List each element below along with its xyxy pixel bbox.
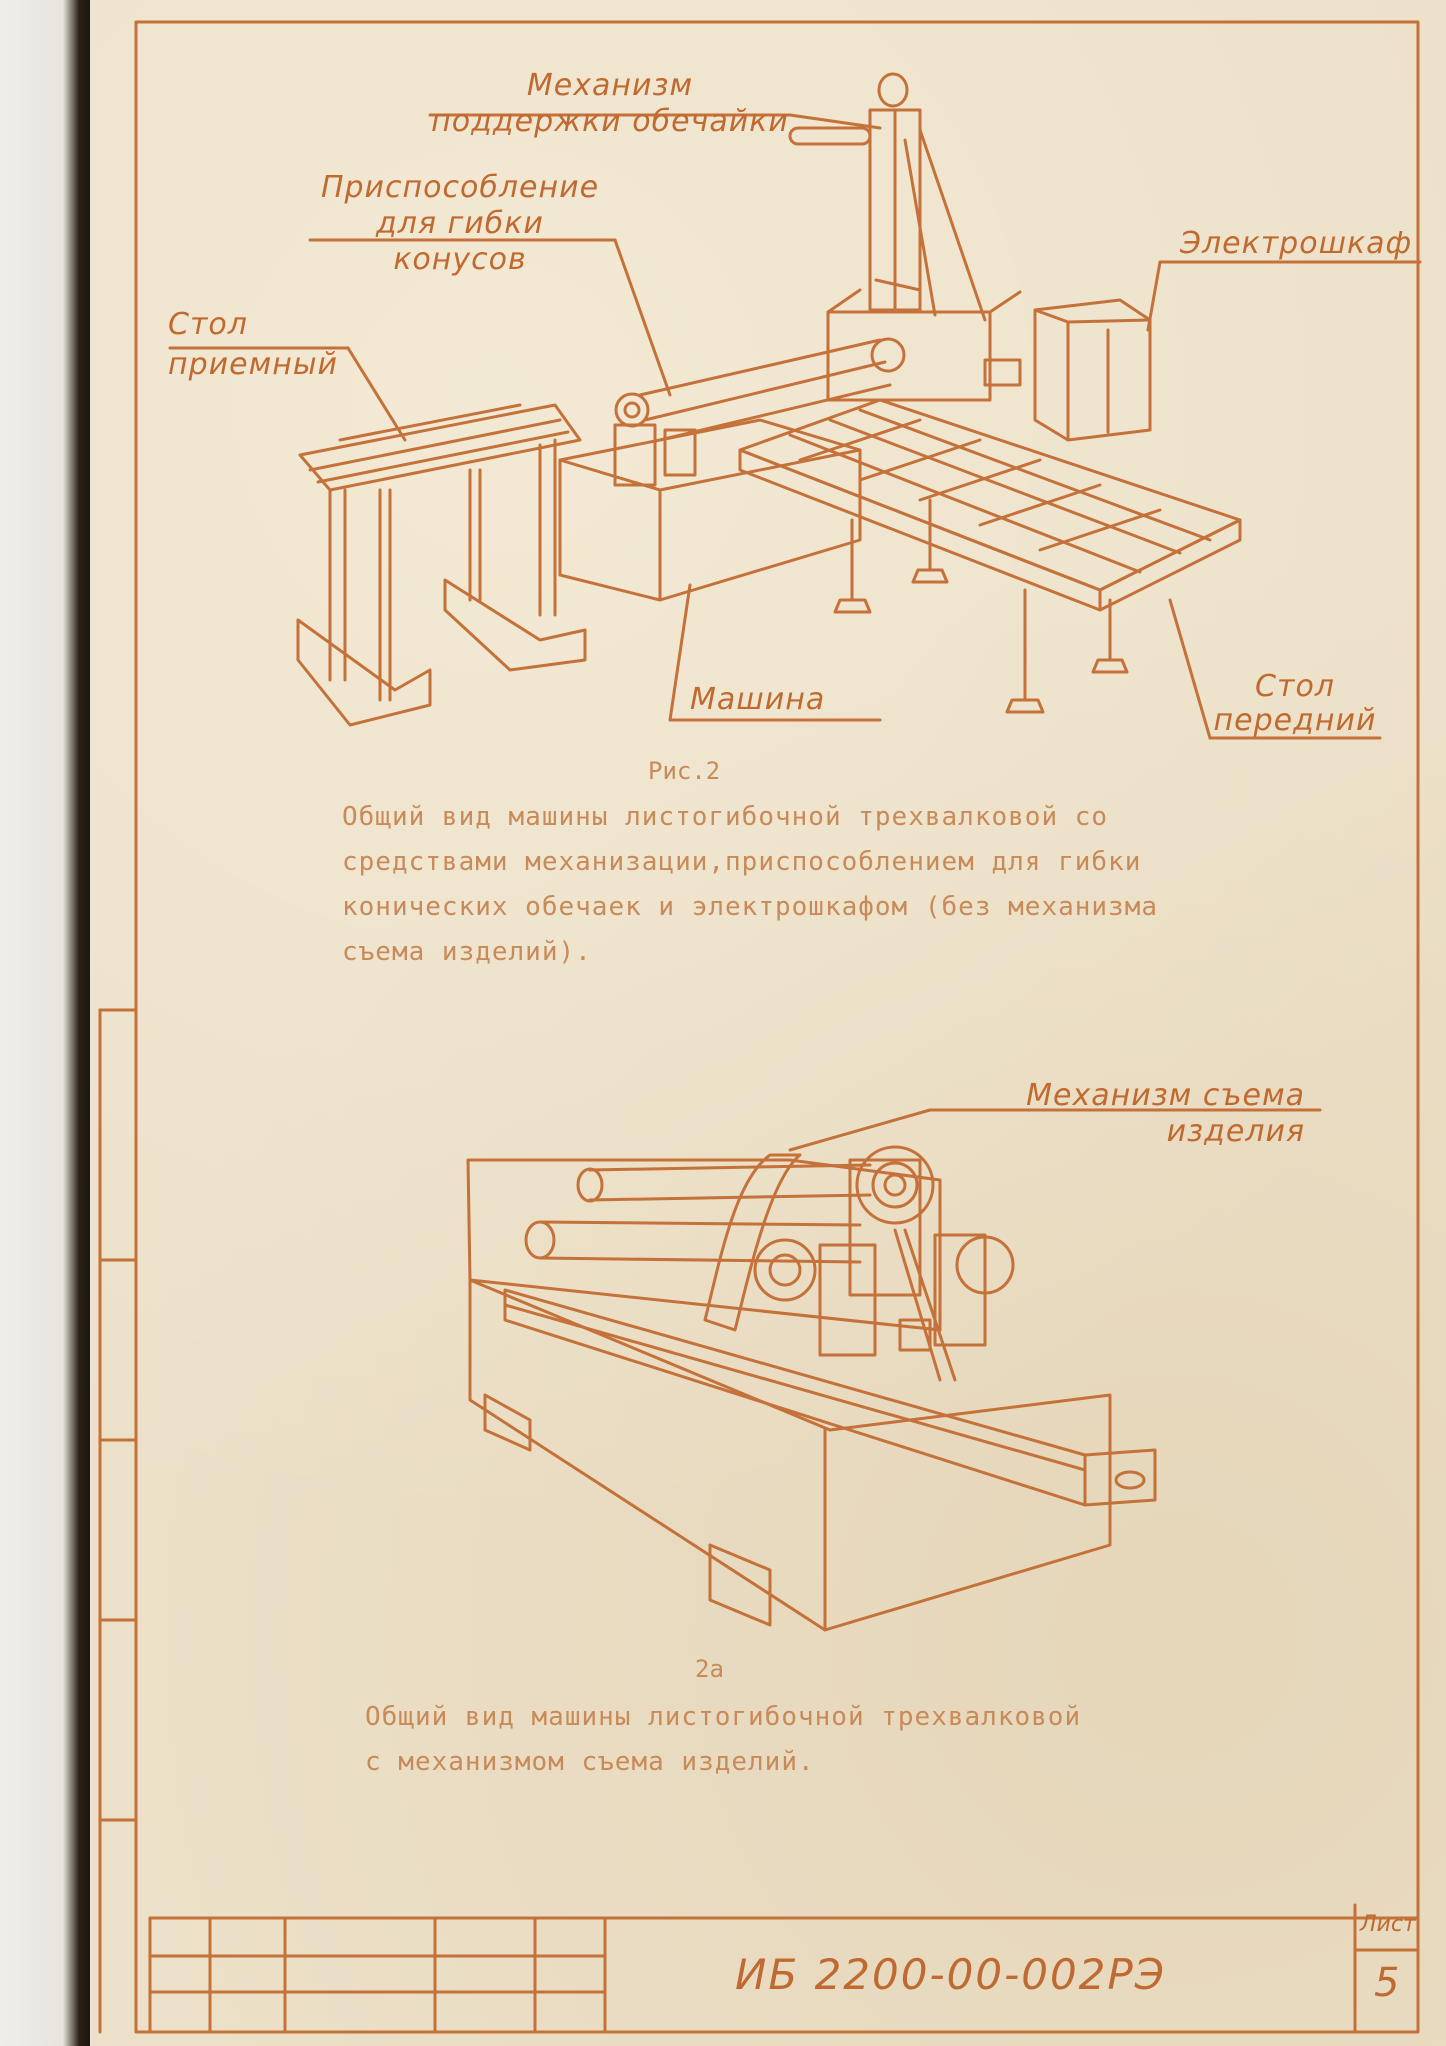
figure1-caption — [342, 795, 1158, 975]
label-front-table: Стол передний — [1213, 669, 1377, 738]
figure2-caption-title: 2а — [695, 1655, 724, 1683]
figure2-drawing — [468, 1110, 1320, 1630]
figure2-caption-line: с механизмом съема изделий. — [365, 1747, 815, 1777]
label-shell-support-mechanism: Механизм поддержки обечайки — [431, 68, 789, 139]
figure1-caption-line: конических обечаек и электрошкафом (без механизма — [342, 892, 1159, 922]
label-receiving-table: Стол приемный — [168, 307, 339, 382]
label-removal-mechanism: Механизм съема изделия — [1026, 1078, 1305, 1149]
figure2-caption-line: Общий вид машины листогибочной трехвалковой — [365, 1702, 1082, 1732]
label-machine: Машина — [690, 682, 826, 717]
figure2-caption — [365, 1695, 1081, 1785]
figure1-caption-line: средствами механизации,приспособлением для гибки — [342, 847, 1142, 877]
sheet-label: Лист — [1360, 1912, 1416, 1937]
document-code: ИБ 2200-00-002РЭ — [735, 1950, 1167, 1999]
label-cone-bending-device: Приспособление для гибки конусов — [320, 170, 600, 277]
figure1-caption-line: съема изделий). — [342, 937, 592, 967]
sheet-number: 5 — [1374, 1960, 1400, 2006]
figure1-caption-title: Рис.2 — [648, 757, 721, 785]
figure1-caption-line: Общий вид машины листогибочной трехвалковой со — [342, 802, 1109, 832]
label-electric-cabinet: Электрошкаф — [1180, 226, 1413, 261]
